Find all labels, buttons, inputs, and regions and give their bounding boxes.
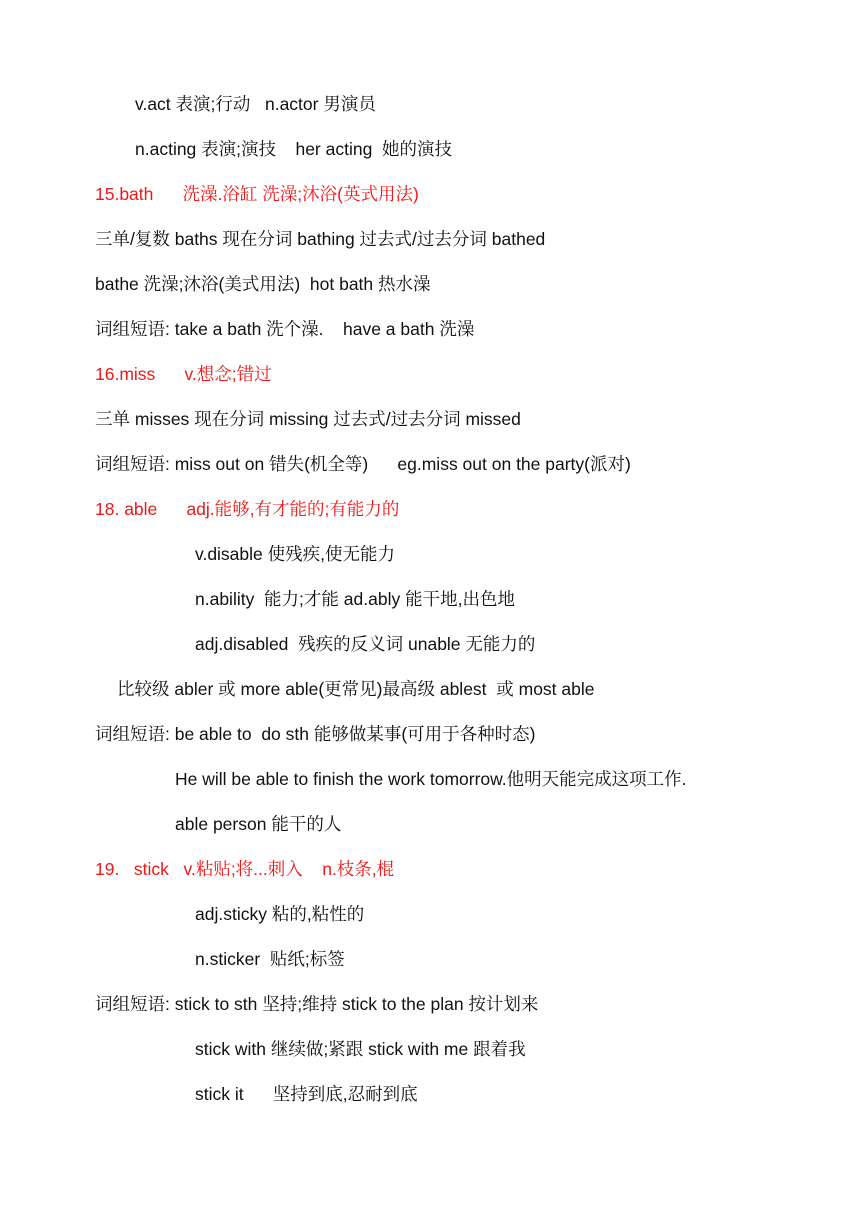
text-line-sticky: adj.sticky 粘的,粘性的 [195, 904, 365, 924]
text-line-acting: n.acting 表演;演技 her acting 她的演技 [135, 139, 453, 159]
text-line-disable: v.disable 使残疾,使无能力 [195, 544, 395, 564]
text-line-ability: n.ability 能力;才能 ad.ably 能干地,出色地 [195, 589, 515, 609]
text-line-able-example: He will be able to finish the work tomorrow.他明天能完成这项工作. [175, 769, 687, 789]
heading-stick: 19. stick v.粘贴;将...刺入 n.枝条,棍 [95, 859, 395, 879]
text-line-able-person: able person 能干的人 [175, 814, 342, 834]
text-line-miss-forms: 三单 misses 现在分词 missing 过去式/过去分词 missed [95, 409, 521, 429]
text-line-stick-with: stick with 继续做;紧跟 stick with me 跟着我 [195, 1039, 526, 1059]
text-line-able-comparison: 比较级 abler 或 more able(更常见)最高级 ablest 或 most able [117, 679, 595, 699]
heading-bath: 15.bath 洗澡.浴缸 洗澡;沐浴(英式用法) [95, 184, 419, 204]
text-line-act: v.act 表演;行动 n.actor 男演员 [135, 94, 376, 114]
text-line-stick-it: stick it 坚持到底,忍耐到底 [195, 1084, 418, 1104]
text-line-bath-forms: 三单/复数 baths 现在分词 bathing 过去式/过去分词 bathed [95, 229, 546, 249]
heading-miss: 16.miss v.想念;错过 [95, 364, 272, 384]
text-line-stick-phrases: 词组短语: stick to sth 坚持;维持 stick to the plan 按计划来 [95, 994, 539, 1014]
text-line-sticker: n.sticker 贴纸;标签 [195, 949, 345, 969]
heading-able: 18. able adj.能够,有才能的;有能力的 [95, 499, 400, 519]
text-line-bathe: bathe 洗澡;沐浴(美式用法) hot bath 热水澡 [95, 274, 431, 294]
text-line-disabled: adj.disabled 残疾的反义词 unable 无能力的 [195, 634, 536, 654]
text-line-miss-phrases: 词组短语: miss out on 错失(机全等) eg.miss out on the party(派对) [95, 454, 631, 474]
text-line-bath-phrases: 词组短语: take a bath 洗个澡. have a bath 洗澡 [95, 319, 475, 339]
text-line-able-phrases: 词组短语: be able to do sth 能够做某事(可用于各种时态) [95, 724, 536, 744]
